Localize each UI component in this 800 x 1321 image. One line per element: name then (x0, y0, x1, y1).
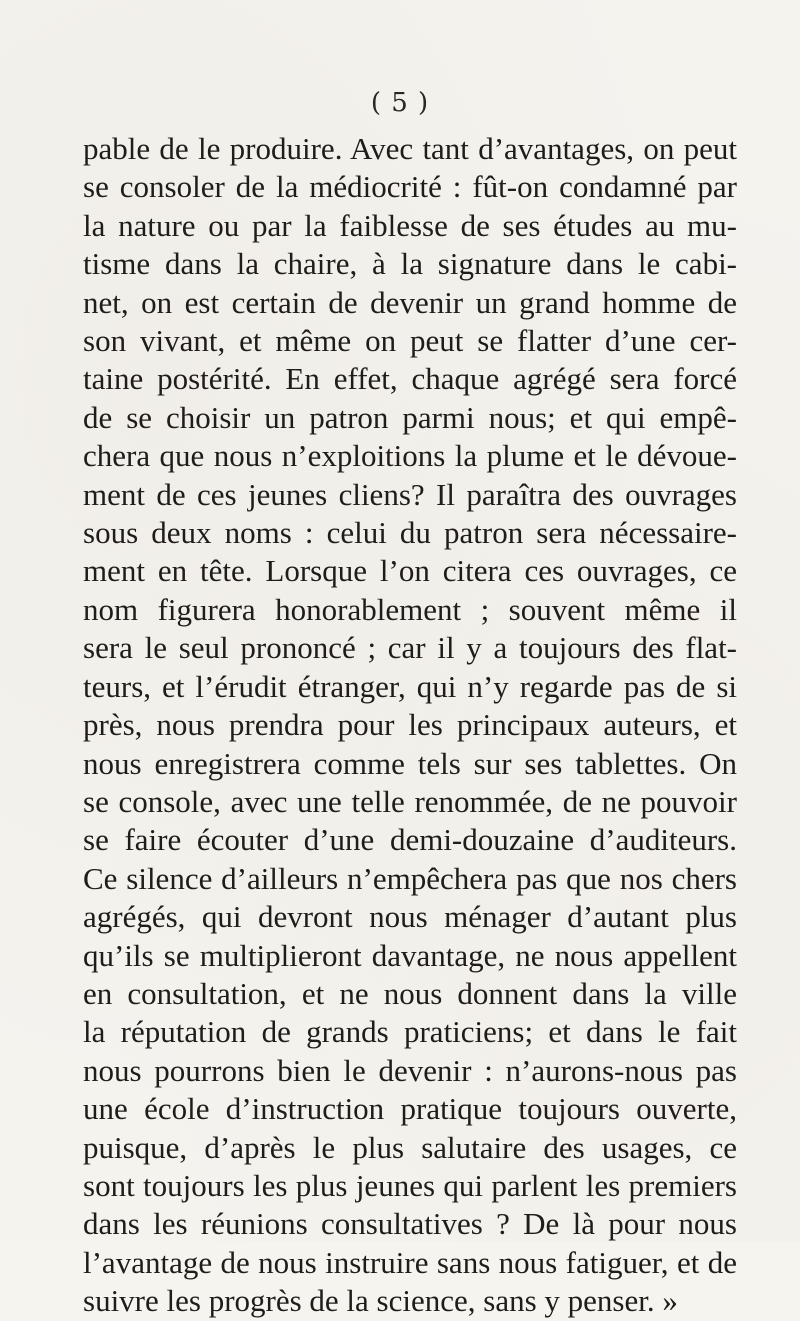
text-line: ment en tête. Lorsque l’on citera ces ouvrages, ce (83, 553, 737, 589)
text-line: chera que nous n’exploitions la plume et le dévoue- (83, 438, 737, 474)
text-line: suivre les progrès de la science, sans y penser. » (83, 1283, 678, 1319)
page-number: ( 5 ) (370, 88, 430, 118)
text-line: près, nous prendra pour les principaux auteurs, et (83, 707, 737, 743)
text-line: agrégés, qui devront nous ménager d’autant plus (83, 899, 737, 935)
text-line: sont toujours les plus jeunes qui parlent les premiers (83, 1167, 737, 1203)
text-line: une école d’instruction pratique toujours ouverte, (83, 1091, 737, 1127)
text-line: puisque, d’après le plus salutaire des usages, ce (83, 1129, 737, 1165)
text-line: nous pourrons bien le devenir : n’aurons-nous pas (83, 1052, 737, 1088)
text-line: sera le seul prononcé ; car il y a toujours des flat- (83, 630, 737, 666)
text-line: dans les réunions consultatives ? De là pour nous (83, 1206, 737, 1242)
text-line: nom figurera honorablement ; souvent même il (83, 591, 737, 627)
text-line: net, on est certain de devenir un grand homme de (83, 284, 737, 320)
text-line: en consultation, et ne nous donnent dans la ville (83, 975, 737, 1011)
text-line: nous enregistrera comme tels sur ses tablettes. On (83, 745, 737, 781)
text-line: pable de le produire. Avec tant d’avantages, on peut (83, 131, 737, 166)
text-line: de se choisir un patron parmi nous; et qui empê- (83, 399, 737, 435)
text-line: Ce silence d’ailleurs n’empêchera pas que nos chers (83, 860, 737, 896)
text-line: ment de ces jeunes cliens? Il paraîtra des ouvrages (83, 476, 737, 512)
text-line: se consoler de la médiocrité : fût-on condamné par (83, 169, 737, 205)
text-line: la réputation de grands praticiens; et dans le fait (83, 1014, 737, 1050)
text-line: qu’ils se multiplieront davantage, ne nous appellent (83, 937, 737, 973)
text-line: se faire écouter d’une demi-douzaine d’auditeurs. (83, 822, 737, 858)
body-paragraph (83, 130, 737, 1321)
text-line: son vivant, et même on peut se flatter d’une cer- (83, 323, 737, 359)
text-line: se console, avec une telle renommée, de ne pouvoir (83, 783, 737, 819)
text-line: la nature ou par la faiblesse de ses études au mu- (83, 207, 737, 243)
text-line: teurs, et l’érudit étranger, qui n’y regarde pas de si (83, 668, 737, 704)
text-line: sous deux noms : celui du patron sera nécessaire- (83, 515, 737, 551)
text-line: l’avantage de nous instruire sans nous fatiguer, et de (83, 1244, 737, 1280)
text-line: taine postérité. En effet, chaque agrégé sera forcé (83, 361, 737, 397)
text-line: tisme dans la chaire, à la signature dans le cabi- (83, 246, 737, 282)
